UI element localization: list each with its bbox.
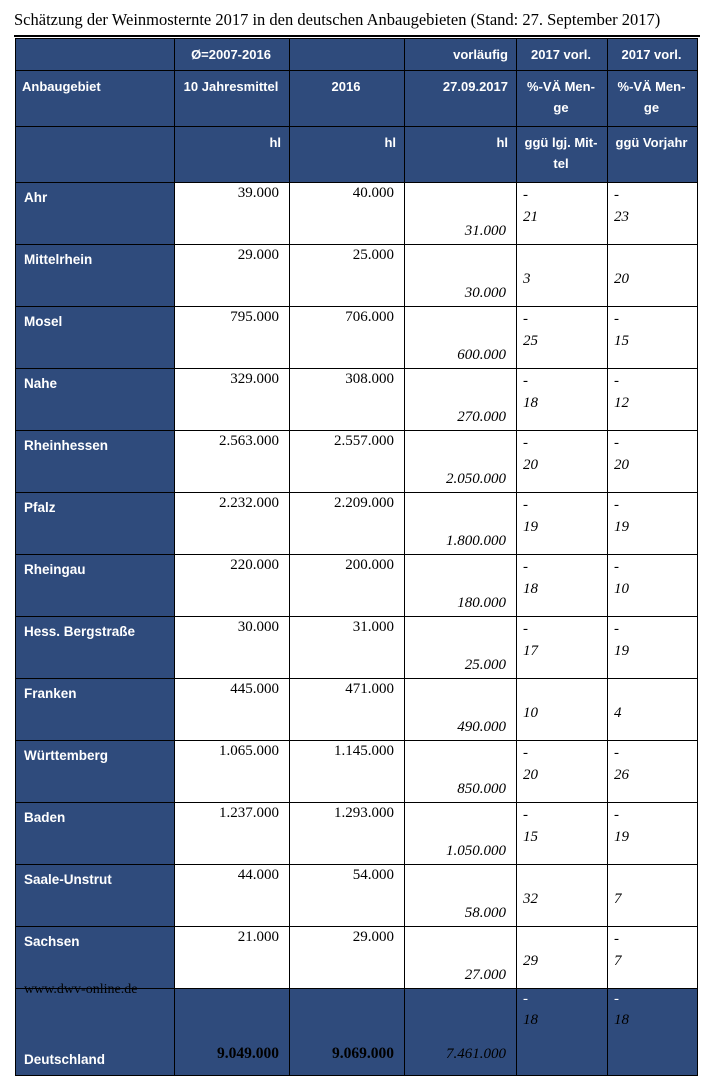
change-sign: - xyxy=(523,373,528,389)
y2016-cell: 40.000 xyxy=(290,183,405,245)
change-value: 25 xyxy=(523,333,538,349)
change-vs-previous-cell xyxy=(608,307,698,369)
change-value: 29 xyxy=(523,953,538,969)
header-cell xyxy=(16,39,175,71)
change-vs-previous-cell xyxy=(608,493,698,555)
change-value: 10 xyxy=(523,705,538,721)
change-value: 15 xyxy=(614,333,629,349)
change-value: 19 xyxy=(614,643,629,659)
y2016-cell: 706.000 xyxy=(290,307,405,369)
change-value: 7 xyxy=(614,953,622,969)
change-value: 18 xyxy=(523,1012,538,1028)
change-vs-average-cell xyxy=(517,927,608,989)
change-value: 23 xyxy=(614,209,629,225)
change-vs-average-cell xyxy=(517,741,608,803)
y2017-cell: 850.000 xyxy=(405,741,517,803)
total-row xyxy=(16,989,698,1076)
change-sign: - xyxy=(614,621,619,637)
table-row xyxy=(16,865,698,927)
change-sign: - xyxy=(614,435,619,451)
change-vs-previous-cell xyxy=(608,245,698,307)
footer-link[interactable]: www.dwv-online.de xyxy=(24,982,138,997)
change-value: 19 xyxy=(614,519,629,535)
header-cell: 2016 xyxy=(290,71,405,127)
change-value: 18 xyxy=(523,395,538,411)
table-row xyxy=(16,245,698,307)
change-value: 20 xyxy=(614,271,629,287)
change-value: 3 xyxy=(523,271,531,287)
change-sign: - xyxy=(523,311,528,327)
region-cell: Rheingau xyxy=(16,555,175,617)
header-cell: %-VÄ Men-ge xyxy=(517,71,608,127)
y2017-cell: 25.000 xyxy=(405,617,517,679)
change-sign xyxy=(523,867,607,888)
table-row xyxy=(16,927,698,989)
header-cell: Anbaugebiet xyxy=(16,71,175,127)
region-cell: Württemberg xyxy=(16,741,175,803)
change-sign: - xyxy=(614,931,619,947)
y2017-cell: 2.050.000 xyxy=(405,431,517,493)
change-sign xyxy=(523,247,607,268)
change-value: 26 xyxy=(614,767,629,783)
header-row-2 xyxy=(16,71,698,127)
change-sign: - xyxy=(614,373,619,389)
change-sign: - xyxy=(614,807,619,823)
change-sign: - xyxy=(614,497,619,513)
table-row xyxy=(16,431,698,493)
header-cell: hl xyxy=(290,127,405,183)
y2017-cell: 1.050.000 xyxy=(405,803,517,865)
page-title: Schätzung der Weinmosternte 2017 in den deutschen Anbaugebieten (Stand: 27. September 2017) xyxy=(14,10,661,29)
change-vs-average-cell xyxy=(517,431,608,493)
change-vs-average-cell xyxy=(517,307,608,369)
change-vs-previous-cell xyxy=(608,431,698,493)
avg-cell: 795.000 xyxy=(175,307,290,369)
header-cell: 10 Jahresmittel xyxy=(175,71,290,127)
table-row xyxy=(16,679,698,741)
change-sign: - xyxy=(614,311,619,327)
header-row-1 xyxy=(16,39,698,71)
change-value: 21 xyxy=(523,209,538,225)
header-cell xyxy=(16,127,175,183)
region-cell: Pfalz xyxy=(16,493,175,555)
avg-cell: 1.065.000 xyxy=(175,741,290,803)
y2016-cell: 308.000 xyxy=(290,369,405,431)
change-vs-previous-cell xyxy=(608,989,698,1076)
change-sign: - xyxy=(523,497,528,513)
region-cell: Nahe xyxy=(16,369,175,431)
change-value: 19 xyxy=(614,829,629,845)
avg-cell: 2.232.000 xyxy=(175,493,290,555)
y2017-cell: 27.000 xyxy=(405,927,517,989)
header-cell: hl xyxy=(175,127,290,183)
y2016-cell: 200.000 xyxy=(290,555,405,617)
header-cell: ggü Vorjahr xyxy=(608,127,698,183)
avg-cell: 30.000 xyxy=(175,617,290,679)
change-value: 20 xyxy=(523,767,538,783)
change-sign: - xyxy=(523,621,528,637)
change-vs-previous-cell xyxy=(608,865,698,927)
header-row-3 xyxy=(16,127,698,183)
change-vs-average-cell xyxy=(517,555,608,617)
change-value: 32 xyxy=(523,891,538,907)
region-cell: Hess. Bergstraße xyxy=(16,617,175,679)
change-vs-previous-cell xyxy=(608,183,698,245)
header-cell: 2017 vorl. xyxy=(517,39,608,71)
change-vs-average-cell xyxy=(517,803,608,865)
change-vs-previous-cell xyxy=(608,803,698,865)
change-sign: - xyxy=(614,745,619,761)
region-cell: Sachsen xyxy=(16,927,175,989)
change-sign: - xyxy=(614,187,619,203)
change-vs-average-cell xyxy=(517,617,608,679)
avg-cell: 21.000 xyxy=(175,927,290,989)
y2016-cell: 471.000 xyxy=(290,679,405,741)
change-value: 17 xyxy=(523,643,538,659)
region-cell: Deutschland xyxy=(16,989,175,1076)
change-vs-previous-cell xyxy=(608,555,698,617)
change-value: 4 xyxy=(614,705,622,721)
header-cell: vorläufig xyxy=(405,39,517,71)
y2016-cell: 29.000 xyxy=(290,927,405,989)
y2017-cell: 31.000 xyxy=(405,183,517,245)
change-sign: - xyxy=(523,807,528,823)
y2016-cell: 25.000 xyxy=(290,245,405,307)
change-value: 15 xyxy=(523,829,538,845)
header-cell: 2017 vorl. xyxy=(608,39,698,71)
region-cell: Franken xyxy=(16,679,175,741)
y2016-cell: 2.557.000 xyxy=(290,431,405,493)
region-cell: Mittelrhein xyxy=(16,245,175,307)
change-sign xyxy=(523,681,607,702)
header-cell: %-VÄ Men-ge xyxy=(608,71,698,127)
avg-cell: 29.000 xyxy=(175,245,290,307)
y2016-cell: 1.145.000 xyxy=(290,741,405,803)
y2016-cell: 1.293.000 xyxy=(290,803,405,865)
change-vs-average-cell xyxy=(517,989,608,1076)
y2016-cell: 31.000 xyxy=(290,617,405,679)
header-cell: hl xyxy=(405,127,517,183)
change-vs-average-cell xyxy=(517,493,608,555)
change-value: 18 xyxy=(614,1012,629,1028)
region-cell: Saale-Unstrut xyxy=(16,865,175,927)
y2017-cell: 7.461.000 xyxy=(405,989,517,1076)
region-cell: Baden xyxy=(16,803,175,865)
change-value: 20 xyxy=(614,457,629,473)
region-cell: Rheinhessen xyxy=(16,431,175,493)
title-rule xyxy=(14,35,700,37)
table-row xyxy=(16,741,698,803)
change-value: 18 xyxy=(523,581,538,597)
change-value: 7 xyxy=(614,891,622,907)
y2017-cell: 58.000 xyxy=(405,865,517,927)
table-row xyxy=(16,369,698,431)
table-row xyxy=(16,493,698,555)
table-row xyxy=(16,803,698,865)
change-sign xyxy=(614,681,697,702)
change-vs-previous-cell xyxy=(608,927,698,989)
avg-cell: 2.563.000 xyxy=(175,431,290,493)
change-sign: - xyxy=(523,187,528,203)
y2017-cell: 490.000 xyxy=(405,679,517,741)
header-cell xyxy=(290,39,405,71)
change-sign xyxy=(614,247,697,268)
change-vs-average-cell xyxy=(517,679,608,741)
change-sign: - xyxy=(523,559,528,575)
change-vs-average-cell xyxy=(517,369,608,431)
change-vs-average-cell xyxy=(517,865,608,927)
avg-cell: 329.000 xyxy=(175,369,290,431)
header-cell: 27.09.2017 xyxy=(405,71,517,127)
region-cell: Mosel xyxy=(16,307,175,369)
y2016-cell: 9.069.000 xyxy=(290,989,405,1076)
change-sign: - xyxy=(523,435,528,451)
y2016-cell: 2.209.000 xyxy=(290,493,405,555)
y2017-cell: 30.000 xyxy=(405,245,517,307)
table-row xyxy=(16,555,698,617)
table-row xyxy=(16,617,698,679)
change-vs-previous-cell xyxy=(608,369,698,431)
y2016-cell: 54.000 xyxy=(290,865,405,927)
harvest-table xyxy=(15,38,698,1076)
change-sign: - xyxy=(614,559,619,575)
y2017-cell: 600.000 xyxy=(405,307,517,369)
change-value: 12 xyxy=(614,395,629,411)
avg-cell: 39.000 xyxy=(175,183,290,245)
change-sign xyxy=(523,929,607,950)
change-sign: - xyxy=(523,991,528,1007)
header-cell: ggü lgj. Mit-tel xyxy=(517,127,608,183)
change-vs-previous-cell xyxy=(608,617,698,679)
avg-cell: 220.000 xyxy=(175,555,290,617)
change-sign: - xyxy=(523,745,528,761)
change-vs-previous-cell xyxy=(608,741,698,803)
change-sign xyxy=(614,867,697,888)
avg-cell: 1.237.000 xyxy=(175,803,290,865)
y2017-cell: 270.000 xyxy=(405,369,517,431)
avg-cell: 445.000 xyxy=(175,679,290,741)
table-row xyxy=(16,307,698,369)
y2017-cell: 1.800.000 xyxy=(405,493,517,555)
change-vs-average-cell xyxy=(517,245,608,307)
table-row xyxy=(16,183,698,245)
y2017-cell: 180.000 xyxy=(405,555,517,617)
change-value: 20 xyxy=(523,457,538,473)
avg-cell: 44.000 xyxy=(175,865,290,927)
region-cell: Ahr xyxy=(16,183,175,245)
header-cell: Ø=2007-2016 xyxy=(175,39,290,71)
change-sign: - xyxy=(614,991,619,1007)
change-vs-previous-cell xyxy=(608,679,698,741)
avg-cell: 9.049.000 xyxy=(175,989,290,1076)
change-value: 10 xyxy=(614,581,629,597)
change-vs-average-cell xyxy=(517,183,608,245)
change-value: 19 xyxy=(523,519,538,535)
